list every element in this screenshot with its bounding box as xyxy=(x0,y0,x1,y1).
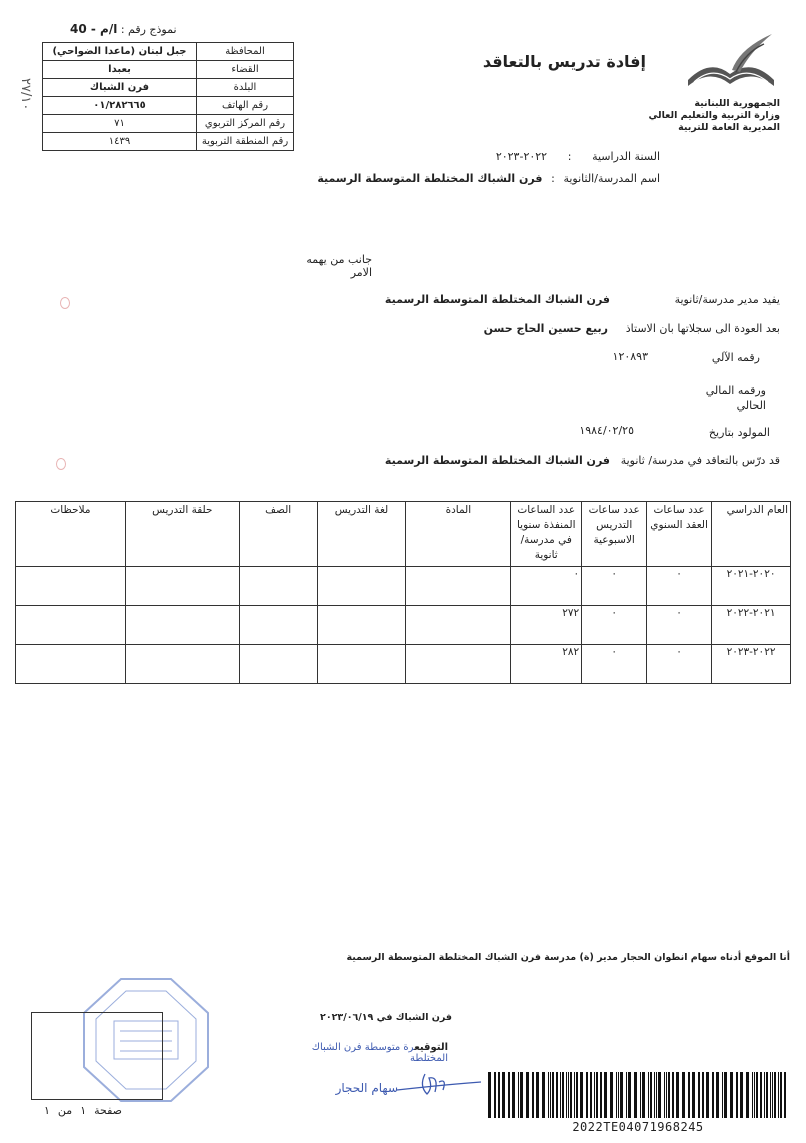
barcode-bar xyxy=(498,1072,500,1118)
barcode-bar xyxy=(626,1072,627,1118)
teacher-label: بعد العودة الى سجلاتها بان الاستاذ xyxy=(625,322,780,335)
table-cell xyxy=(125,645,239,684)
table-cell xyxy=(16,567,126,606)
barcode-bar xyxy=(616,1072,617,1118)
barcode-bar xyxy=(706,1072,709,1118)
barcode-bar xyxy=(712,1072,714,1118)
barcode-bar xyxy=(772,1072,773,1118)
barcode-bar xyxy=(640,1072,641,1118)
table-row xyxy=(16,567,791,606)
barcode-bar xyxy=(576,1072,578,1118)
form-number xyxy=(70,22,290,36)
barcode-bar xyxy=(764,1072,765,1118)
signature-label: التوقيع xyxy=(414,1042,448,1053)
teaching-table xyxy=(15,501,791,684)
org-line: وزارة التربية والتعليم العالي xyxy=(648,110,780,121)
table-cell: ٢٧٢ xyxy=(511,606,582,645)
barcode-bar xyxy=(596,1072,598,1118)
col-header: العام الدراسي xyxy=(712,502,791,567)
table-cell: ٢٨٢ xyxy=(511,645,582,684)
barcode-bar xyxy=(488,1072,491,1118)
table-cell xyxy=(406,606,511,645)
info-key: القضاء xyxy=(197,61,294,79)
info-key: رقم الهاتف xyxy=(197,97,294,115)
table-cell xyxy=(16,606,126,645)
form-number-label: نموذج رقم : xyxy=(120,23,177,36)
barcode-bar xyxy=(620,1072,623,1118)
barcode-bar xyxy=(730,1072,733,1118)
page-number xyxy=(40,1104,168,1117)
barcode-bar xyxy=(580,1072,583,1118)
org-line: الجمهورية اللبنانية xyxy=(694,98,780,109)
table-cell xyxy=(239,606,317,645)
barcode-bar xyxy=(716,1072,719,1118)
page-current: ١ xyxy=(80,1104,87,1117)
birth-date-label: المولود بتاريخ xyxy=(708,426,770,439)
col-header: لغة التدريس xyxy=(317,502,406,567)
stray-mark xyxy=(56,458,66,470)
info-value: ٠١/٢٨٢٦٦٥ xyxy=(43,97,197,115)
barcode-bar xyxy=(532,1072,534,1118)
barcode-bar xyxy=(562,1072,564,1118)
page-total: ١ xyxy=(44,1104,50,1117)
school-year-label: السنة الدراسية xyxy=(592,150,660,163)
barcode-bar xyxy=(672,1072,674,1118)
school-name-value: فرن الشباك المختلطة المتوسطة الرسمية xyxy=(317,172,543,185)
teacher-value: ربيع حسين الحاج حسن xyxy=(483,322,608,335)
barcode-bar xyxy=(688,1072,690,1118)
auto-number-value: ١٢٠٨٩٣ xyxy=(612,350,648,363)
barcode-bar xyxy=(518,1072,519,1118)
blank-box xyxy=(31,1012,163,1100)
barcode-bar xyxy=(754,1072,755,1118)
table-cell xyxy=(317,606,406,645)
addressee: جانب من يهمه الامر xyxy=(306,253,372,279)
signature-name: سهام الحجار xyxy=(335,1081,398,1095)
info-key: رقم المنطقة التربوية xyxy=(197,133,294,151)
barcode-bar xyxy=(698,1072,700,1118)
barcode-bar xyxy=(740,1072,743,1118)
table-cell xyxy=(125,567,239,606)
barcode-bar xyxy=(634,1072,637,1118)
info-row xyxy=(43,61,294,79)
barcode-bar xyxy=(590,1072,592,1118)
info-row xyxy=(43,79,294,97)
table-cell xyxy=(317,645,406,684)
barcode-bar xyxy=(512,1072,515,1118)
barcode-bar xyxy=(654,1072,655,1118)
barcode-bar xyxy=(628,1072,631,1118)
barcode-bar xyxy=(570,1072,572,1118)
declaration: أنا الموقع أدناه سهام انطوان الحجار مدير (ة) مدرسة فرن الشباك المختلطة المتوسطة الرسمية xyxy=(346,952,790,963)
barcode-bar xyxy=(656,1072,657,1118)
barcode-bar xyxy=(682,1072,685,1118)
col-header: الصف xyxy=(239,502,317,567)
barcode-bar xyxy=(566,1072,567,1118)
info-value: ١٤٣٩ xyxy=(43,133,197,151)
info-row xyxy=(43,43,294,61)
barcode-bar xyxy=(560,1072,561,1118)
page-of: من xyxy=(57,1104,73,1117)
barcode-bar xyxy=(552,1072,554,1118)
barcode-bar xyxy=(536,1072,539,1118)
info-value: فرن الشباك xyxy=(43,79,197,97)
barcode-bar xyxy=(600,1072,602,1118)
info-row xyxy=(43,133,294,151)
table-cell: ٢٠٢٠-٢٠٢١ xyxy=(712,567,791,606)
table-cell: ٠ xyxy=(647,645,712,684)
info-value: ٧١ xyxy=(43,115,197,133)
barcode-bar xyxy=(594,1072,595,1118)
barcode-bar xyxy=(736,1072,738,1118)
info-value: جبل لبنان (ماعدا الضواحي) xyxy=(43,43,197,61)
form-number-value: ا/م - 40 xyxy=(70,22,118,36)
barcode-bar xyxy=(618,1072,619,1118)
barcode-bar xyxy=(550,1072,551,1118)
barcode-bar xyxy=(780,1072,782,1118)
taught-value: فرن الشباك المختلطة المتوسطة الرسمية xyxy=(384,454,610,467)
barcode-number: 2022TE04071968245 xyxy=(572,1120,704,1134)
table-cell xyxy=(16,645,126,684)
table-cell xyxy=(239,567,317,606)
table-cell xyxy=(125,606,239,645)
barcode-bar xyxy=(542,1072,545,1118)
barcode-bar xyxy=(724,1072,727,1118)
table-cell xyxy=(239,645,317,684)
barcode-bar xyxy=(526,1072,529,1118)
page-word: صفحة xyxy=(94,1104,123,1117)
barcode-bar xyxy=(650,1072,652,1118)
barcode-bar xyxy=(548,1072,549,1118)
barcode-bar xyxy=(520,1072,523,1118)
barcode-bar xyxy=(770,1072,771,1118)
barcode-bar xyxy=(766,1072,768,1118)
table-cell xyxy=(317,567,406,606)
barcode-bar xyxy=(756,1072,758,1118)
barcode-bar xyxy=(746,1072,749,1118)
barcode-bar xyxy=(556,1072,558,1118)
info-row xyxy=(43,97,294,115)
barcode-bar xyxy=(676,1072,679,1118)
org-line: المديرية العامة للتربية xyxy=(678,122,780,133)
table-cell: ٠ xyxy=(582,606,647,645)
barcode-bar xyxy=(642,1072,645,1118)
info-value: بعبدا xyxy=(43,61,197,79)
table-cell: ٠ xyxy=(647,567,712,606)
table-cell: ٠ xyxy=(582,567,647,606)
col-header: عدد الساعات المنفذة سنويا في مدرسة/ثانوية xyxy=(511,502,582,567)
barcode-bar xyxy=(568,1072,569,1118)
school-name-row: اسم المدرسة/الثانوية : فرن الشباك المختلطة المتوسطة الرسمية xyxy=(317,172,660,185)
table-cell: ٠ xyxy=(511,567,582,606)
signature-scribble-icon xyxy=(395,1068,485,1100)
table-cell xyxy=(406,567,511,606)
barcode-bar xyxy=(494,1072,496,1118)
info-box xyxy=(42,42,294,151)
info-key: رقم المركز التربوي xyxy=(197,115,294,133)
barcode-bar xyxy=(508,1072,510,1118)
table-cell: ٠ xyxy=(647,606,712,645)
col-header: عدد ساعات التدريس الاسبوعية xyxy=(582,502,647,567)
barcode-bar xyxy=(610,1072,613,1118)
barcode-bar xyxy=(604,1072,607,1118)
auto-number-label: رقمه الآلي xyxy=(711,351,760,364)
col-header: عدد ساعات العقد السنوي xyxy=(647,502,712,567)
table-cell: ٠ xyxy=(582,645,647,684)
table-cell: ٢٠٢٢-٢٠٢٣ xyxy=(712,645,791,684)
info-row xyxy=(43,115,294,133)
barcode-bar xyxy=(648,1072,649,1118)
school-name-label: اسم المدرسة/الثانوية xyxy=(563,172,660,185)
barcode-bar xyxy=(586,1072,588,1118)
school-year-value: ٢٠٢٢-٢٠٢٣ xyxy=(495,150,548,163)
barcode-bar xyxy=(658,1072,661,1118)
barcode-bar xyxy=(784,1072,786,1118)
barcode-bar xyxy=(760,1072,762,1118)
stray-mark xyxy=(60,297,70,309)
table-row xyxy=(16,606,791,645)
barcode-bar xyxy=(664,1072,665,1118)
barcode-bar xyxy=(752,1072,753,1118)
margin-note: ٢٧/١٠ xyxy=(18,78,33,111)
ministry-logo-icon xyxy=(680,30,780,92)
org-header xyxy=(640,98,780,134)
barcode-bar xyxy=(668,1072,670,1118)
barcode-icon xyxy=(486,1072,790,1118)
page-title: إفادة تدريس بالتعاقد xyxy=(482,52,646,71)
signature-stamp-text xyxy=(286,1042,448,1064)
barcode-bar xyxy=(778,1072,779,1118)
col-header: المادة xyxy=(406,502,511,567)
table-cell: ٢٠٢١-٢٠٢٢ xyxy=(712,606,791,645)
info-key: البلدة xyxy=(197,79,294,97)
barcode-bar xyxy=(666,1072,667,1118)
director-value: فرن الشباك المختلطة المتوسطة الرسمية xyxy=(384,293,610,306)
barcode-bar xyxy=(722,1072,723,1118)
stamp-line: رة متوسطة فرن الشباك المختلطة xyxy=(311,1042,448,1064)
barcode-bar xyxy=(692,1072,695,1118)
date-line: فرن الشباك في ٢٠٢٣/٠٦/١٩ xyxy=(320,1012,452,1023)
school-year-row: السنة الدراسية : ٢٠٢٢-٢٠٢٣ xyxy=(495,150,660,163)
table-row xyxy=(16,645,791,684)
info-key: المحافظة xyxy=(197,43,294,61)
barcode-bar xyxy=(502,1072,505,1118)
barcode-bar xyxy=(702,1072,704,1118)
col-header: ملاحظات xyxy=(16,502,126,567)
financial-number-label: ورقمه المالي الحالي xyxy=(705,384,766,412)
director-label: يفيد مدير مدرسة/ثانوية xyxy=(674,293,780,306)
birth-date-value: ١٩٨٤/٠٢/٢٥ xyxy=(579,424,634,437)
col-header: حلقة التدريس xyxy=(125,502,239,567)
barcode-bar xyxy=(574,1072,575,1118)
barcode-bar xyxy=(774,1072,776,1118)
taught-label: قد درّس بالتعاقد في مدرسة/ ثانوية xyxy=(620,454,780,467)
table-header-row xyxy=(16,502,791,567)
table-cell xyxy=(406,645,511,684)
